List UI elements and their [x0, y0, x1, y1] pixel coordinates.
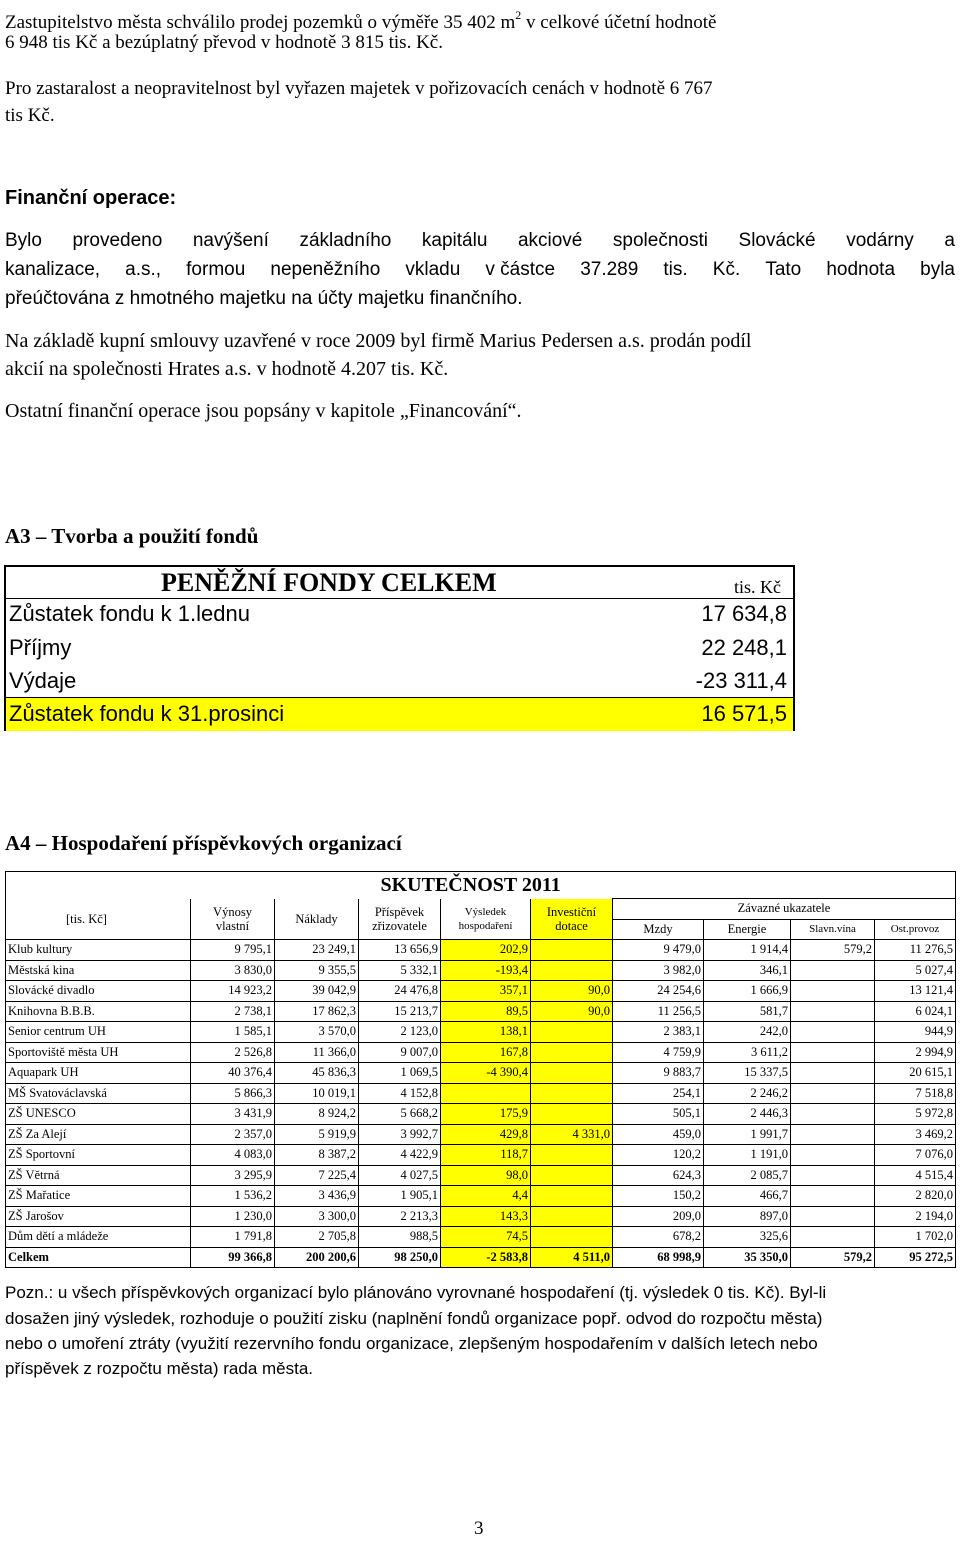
cell-value: 3 295,9 [191, 1165, 275, 1186]
cell-value: 1 702,0 [875, 1227, 956, 1248]
cell-value: 143,3 [441, 1206, 531, 1227]
cell-value [531, 940, 613, 961]
header-vynosy: Výnosy vlastní [191, 899, 275, 940]
cell-value: 579,2 [791, 1247, 875, 1268]
cell-value: 3 300,0 [275, 1206, 359, 1227]
row-label: Knihovna B.B.B. [6, 1001, 191, 1022]
cell-value: 9 007,0 [359, 1042, 441, 1063]
finance-paragraph-1-line-1 [5, 230, 955, 252]
word: kanalizace, [5, 259, 101, 280]
cell-value: 90,0 [531, 981, 613, 1002]
word: společnosti [612, 230, 708, 251]
table-row [6, 1165, 956, 1186]
row-label: Slovácké divadlo [6, 981, 191, 1002]
funds-row-label: Příjmy [9, 635, 72, 660]
cell-value: 2 526,8 [191, 1042, 275, 1063]
word: Tato [765, 259, 802, 280]
cell-value [791, 1042, 875, 1063]
cell-value: 4 331,0 [531, 1124, 613, 1145]
cell-value: 897,0 [704, 1206, 791, 1227]
cell-value [531, 1227, 613, 1248]
cell-value: 98 250,0 [359, 1247, 441, 1268]
cell-value: 10 019,1 [275, 1083, 359, 1104]
cell-value: 40 376,4 [191, 1063, 275, 1084]
cell-value [791, 1063, 875, 1084]
cell-value: 24 476,8 [359, 981, 441, 1002]
cell-value: -2 583,8 [441, 1247, 531, 1268]
header-vysledek: Výsledek hospodaření [441, 899, 531, 940]
cell-value: 6 024,1 [875, 1001, 956, 1022]
table-row [6, 1001, 956, 1022]
cell-value: 74,5 [441, 1227, 531, 1248]
cell-value [531, 1206, 613, 1227]
cell-value: 167,8 [441, 1042, 531, 1063]
word: provedeno [72, 230, 163, 251]
cell-value: 2 738,1 [191, 1001, 275, 1022]
cell-value: 2 383,1 [613, 1022, 704, 1043]
table-row [6, 1145, 956, 1166]
table-row [6, 1124, 956, 1145]
cell-value [791, 960, 875, 981]
note-line-3: nebo o umoření ztráty (využití rezervního fondu organizace, zlepšeným hospodařením v dalších letech nebo [5, 1334, 818, 1353]
funds-header [6, 567, 793, 599]
blank-cell [6, 872, 191, 899]
cell-value: 14 923,2 [191, 981, 275, 1002]
table-row [6, 960, 956, 981]
cell-value: 346,1 [704, 960, 791, 981]
cell-value: 90,0 [531, 1001, 613, 1022]
organizations-table [5, 871, 956, 1268]
cell-value: 3 982,0 [613, 960, 704, 981]
cell-value: 1 914,4 [704, 940, 791, 961]
cell-value [791, 1165, 875, 1186]
cell-value: 175,9 [441, 1104, 531, 1125]
row-label: Celkem [6, 1247, 191, 1268]
intro-line-3: Pro zastaralost a neopravitelnost byl vyřazen majetek v pořizovacích cenách v hodnotě 6 767 [5, 78, 713, 99]
word: v částce [485, 259, 556, 280]
cell-value: 579,2 [791, 940, 875, 961]
cell-value: 15 213,7 [359, 1001, 441, 1022]
cell-value: 3 830,0 [191, 960, 275, 981]
header-naklady: Náklady [275, 899, 359, 940]
cell-value: 95 272,5 [875, 1247, 956, 1268]
cell-value: 2 246,2 [704, 1083, 791, 1104]
row-label: ZŠ Za Alejí [6, 1124, 191, 1145]
cell-value: 5 027,4 [875, 960, 956, 981]
cell-value [791, 981, 875, 1002]
funds-title: PENĚŽNÍ FONDY CELKEM [161, 568, 497, 597]
cell-value: 429,8 [441, 1124, 531, 1145]
a4-heading: A4 – Hospodaření příspěvkových organizací [5, 831, 402, 855]
header-prispevek: Příspěvek zřizovatele [359, 899, 441, 940]
cell-value: 988,5 [359, 1227, 441, 1248]
cell-value [791, 1186, 875, 1207]
intro-line-1: Zastupitelstvo města schválilo prodej pozemků o výměře 35 402 $m^2$ v celkové účetní hodnotě [5, 8, 717, 33]
cell-value: 3 436,9 [275, 1186, 359, 1207]
cell-value [531, 1022, 613, 1043]
cell-value: 1 069,5 [359, 1063, 441, 1084]
cell-value: 4 083,0 [191, 1145, 275, 1166]
table-row [6, 1042, 956, 1063]
cell-value: 678,2 [613, 1227, 704, 1248]
finance-paragraph-2-line-2: akcií na společnosti Hrates a.s. v hodnotě 4.207 tis. Kč. [5, 358, 449, 380]
table-row [6, 940, 956, 961]
funds-row-value: 22 248,1 [701, 635, 787, 660]
finance-paragraph-1-line-3: přeúčtována z hmotného majetku na účty majetku finančního. [5, 288, 523, 309]
cell-value: 39 042,9 [275, 981, 359, 1002]
cell-value: 202,9 [441, 940, 531, 961]
funds-row-label: Zůstatek fondu k 31.prosinci [9, 701, 285, 726]
cell-value: 120,2 [613, 1145, 704, 1166]
cell-value [791, 1022, 875, 1043]
cell-value: 2 705,8 [275, 1227, 359, 1248]
table-row [6, 1083, 956, 1104]
row-label: ZŠ Mařatice [6, 1186, 191, 1207]
cell-value [791, 1227, 875, 1248]
table-row [6, 1206, 956, 1227]
funds-row-expenses [6, 665, 793, 698]
row-label: Sportoviště města UH [6, 1042, 191, 1063]
cell-value: 9 795,1 [191, 940, 275, 961]
cell-value [441, 1083, 531, 1104]
cell-value: 4 422,9 [359, 1145, 441, 1166]
cell-value: 24 254,6 [613, 981, 704, 1002]
cell-value: 209,0 [613, 1206, 704, 1227]
word: základního [299, 230, 392, 251]
cell-value [791, 1124, 875, 1145]
cell-value [531, 960, 613, 981]
cell-value: 17 862,3 [275, 1001, 359, 1022]
cell-value: 7 076,0 [875, 1145, 956, 1166]
cell-value: 3 431,9 [191, 1104, 275, 1125]
cell-value: 7 518,8 [875, 1083, 956, 1104]
cell-value: 459,0 [613, 1124, 704, 1145]
word: Kč. [712, 259, 741, 280]
cell-value: 466,7 [704, 1186, 791, 1207]
cell-value: 118,7 [441, 1145, 531, 1166]
cell-value: 1 230,0 [191, 1206, 275, 1227]
cell-value: 1 666,9 [704, 981, 791, 1002]
cell-value: 9 883,7 [613, 1063, 704, 1084]
cell-value: 3 611,2 [704, 1042, 791, 1063]
cell-value: 581,7 [704, 1001, 791, 1022]
cell-value: 2 994,9 [875, 1042, 956, 1063]
cell-value: 15 337,5 [704, 1063, 791, 1084]
cell-value: 242,0 [704, 1022, 791, 1043]
table-row [6, 1022, 956, 1043]
table-row [6, 1186, 956, 1207]
cell-value: 7 225,4 [275, 1165, 359, 1186]
funds-box [4, 565, 795, 731]
cell-value: 4 511,0 [531, 1247, 613, 1268]
cell-value [791, 1206, 875, 1227]
cell-value: 45 836,3 [275, 1063, 359, 1084]
cell-value: 68 998,9 [613, 1247, 704, 1268]
cell-value [791, 1001, 875, 1022]
word: vodárny [846, 230, 914, 251]
cell-value: 3 469,2 [875, 1124, 956, 1145]
cell-value: 2 213,3 [359, 1206, 441, 1227]
funds-row-value: 17 634,8 [701, 601, 787, 626]
cell-value: 254,1 [613, 1083, 704, 1104]
funds-row-value: 16 571,5 [701, 701, 787, 726]
word: tis. [663, 259, 688, 280]
cell-value: 4 515,4 [875, 1165, 956, 1186]
word: hodnota [826, 259, 896, 280]
cell-value: 357,1 [441, 981, 531, 1002]
finance-paragraph-1-line-2 [5, 259, 955, 281]
cell-value: 2 446,3 [704, 1104, 791, 1125]
cell-value: 2 194,0 [875, 1206, 956, 1227]
header-zavazne: Závazné ukazatele [613, 899, 956, 920]
cell-value: 1 791,8 [191, 1227, 275, 1248]
unit-cell: [tis. Kč] [6, 899, 191, 940]
funds-row-opening [6, 598, 793, 631]
cell-value: 99 366,8 [191, 1247, 275, 1268]
row-label: ZŠ Větrná [6, 1165, 191, 1186]
cell-value: 1 991,7 [704, 1124, 791, 1145]
word: formou [186, 259, 246, 280]
row-label: Dům dětí a mládeže [6, 1227, 191, 1248]
funds-row-label: Výdaje [9, 668, 77, 693]
cell-value: 150,2 [613, 1186, 704, 1207]
cell-value: 1 585,1 [191, 1022, 275, 1043]
word: byla [920, 259, 955, 280]
cell-value: 8 924,2 [275, 1104, 359, 1125]
cell-value [791, 1145, 875, 1166]
note-line-1: Pozn.: u všech příspěvkových organizací bylo plánováno vyrovnané hospodaření (tj. výsledek 0 tis. Kč). Byl-li [5, 1283, 827, 1302]
cell-value: 5 332,1 [359, 960, 441, 981]
cell-value: 13 121,4 [875, 981, 956, 1002]
cell-value: 1 191,0 [704, 1145, 791, 1166]
cell-value: 5 919,9 [275, 1124, 359, 1145]
cell-value: 325,6 [704, 1227, 791, 1248]
cell-value [531, 1186, 613, 1207]
cell-value: 8 387,2 [275, 1145, 359, 1166]
cell-value: 98,0 [441, 1165, 531, 1186]
cell-value: 138,1 [441, 1022, 531, 1043]
note-line-2: dosažen jiný výsledek, rozhoduje o použití zisku (naplnění fondů organizace popř. odvod do rozpočtu města) [5, 1309, 823, 1328]
cell-value: 5 972,8 [875, 1104, 956, 1125]
cell-value: 23 249,1 [275, 940, 359, 961]
cell-value: 2 357,0 [191, 1124, 275, 1145]
word: Slovácké [738, 230, 816, 251]
cell-value: 200 200,6 [275, 1247, 359, 1268]
cell-value: 11 366,0 [275, 1042, 359, 1063]
word: Bylo [5, 230, 42, 251]
word: 37.289 [580, 259, 639, 280]
cell-value: 2 085,7 [704, 1165, 791, 1186]
cell-value [531, 1063, 613, 1084]
word: navýšení [192, 230, 269, 251]
cell-value: 35 350,0 [704, 1247, 791, 1268]
cell-value: 20 615,1 [875, 1063, 956, 1084]
intro-line-4: tis Kč. [5, 105, 55, 126]
cell-value: 3 992,7 [359, 1124, 441, 1145]
funds-row-label: Zůstatek fondu k 1.lednu [9, 601, 250, 626]
cell-value [791, 1104, 875, 1125]
cell-value: 4 152,8 [359, 1083, 441, 1104]
row-label: Městská kina [6, 960, 191, 981]
cell-value: 11 256,5 [613, 1001, 704, 1022]
word: akciové [517, 230, 583, 251]
funds-row-value: -23 311,4 [695, 668, 787, 693]
cell-value: 944,9 [875, 1022, 956, 1043]
row-label: Senior centrum UH [6, 1022, 191, 1043]
cell-value [531, 1083, 613, 1104]
cell-value: 9 479,0 [613, 940, 704, 961]
cell-value: 13 656,9 [359, 940, 441, 961]
row-label: Klub kultury [6, 940, 191, 961]
cell-value [531, 1145, 613, 1166]
row-label: MŠ Svatováclavská [6, 1083, 191, 1104]
cell-value: -193,4 [441, 960, 531, 981]
cell-value: 3 570,0 [275, 1022, 359, 1043]
cell-value: 89,5 [441, 1001, 531, 1022]
table-title: SKUTEČNOST 2011 [191, 872, 956, 899]
table-row [6, 981, 956, 1002]
cell-value: 4 759,9 [613, 1042, 704, 1063]
table-row [6, 1104, 956, 1125]
cell-value [791, 1083, 875, 1104]
cell-value [531, 1042, 613, 1063]
cell-value: 4,4 [441, 1186, 531, 1207]
finance-paragraph-3: Ostatní finanční operace jsou popsány v kapitole „Financování“. [5, 400, 522, 422]
cell-value: 11 276,5 [875, 940, 956, 961]
note-line-4: příspěvek z rozpočtu města) rada města. [5, 1359, 314, 1378]
funds-row-closing [6, 697, 793, 731]
row-label: ZŠ UNESCO [6, 1104, 191, 1125]
intro-line-2: 6 948 tis Kč a bezúplatný převod v hodnotě 3 815 tis. Kč. [5, 32, 443, 53]
cell-value: 4 027,5 [359, 1165, 441, 1186]
cell-value: 5 668,2 [359, 1104, 441, 1125]
finance-paragraph-2-line-1: Na základě kupní smlouvy uzavřené v roce 2009 byl firmě Marius Pedersen a.s. prodán podíl [5, 330, 752, 352]
header-energie: Energie [704, 919, 791, 940]
row-label: Aquapark UH [6, 1063, 191, 1084]
word: nepeněžního [270, 259, 381, 280]
cell-value [531, 1165, 613, 1186]
word: a [944, 230, 955, 251]
row-label: ZŠ Sportovní [6, 1145, 191, 1166]
header-mzdy: Mzdy [613, 919, 704, 940]
word: a.s., [125, 259, 162, 280]
cell-value: -4 390,4 [441, 1063, 531, 1084]
cell-value: 624,3 [613, 1165, 704, 1186]
header-ost: Ost.provoz [875, 919, 956, 940]
cell-value: 505,1 [613, 1104, 704, 1125]
table-total-row [6, 1247, 956, 1268]
finance-heading: Finanční operace: [5, 187, 177, 209]
cell-value: 1 905,1 [359, 1186, 441, 1207]
page-number: 3 [474, 1518, 484, 1539]
cell-value: 5 866,3 [191, 1083, 275, 1104]
row-label: ZŠ Jarošov [6, 1206, 191, 1227]
word: kapitálu [421, 230, 488, 251]
cell-value: 2 123,0 [359, 1022, 441, 1043]
cell-value: 9 355,5 [275, 960, 359, 981]
a3-heading: A3 – Tvorba a použití fondů [5, 524, 259, 548]
table-row [6, 1227, 956, 1248]
cell-value: 1 536,2 [191, 1186, 275, 1207]
word: vkladu [405, 259, 461, 280]
cell-value [531, 1104, 613, 1125]
header-slavn: Slavn.vína [791, 919, 875, 940]
header-investicni: Investiční dotace [531, 899, 613, 940]
cell-value: 2 820,0 [875, 1186, 956, 1207]
table-row [6, 1063, 956, 1084]
funds-unit: tis. Kč [734, 577, 781, 597]
funds-row-income [6, 632, 793, 665]
